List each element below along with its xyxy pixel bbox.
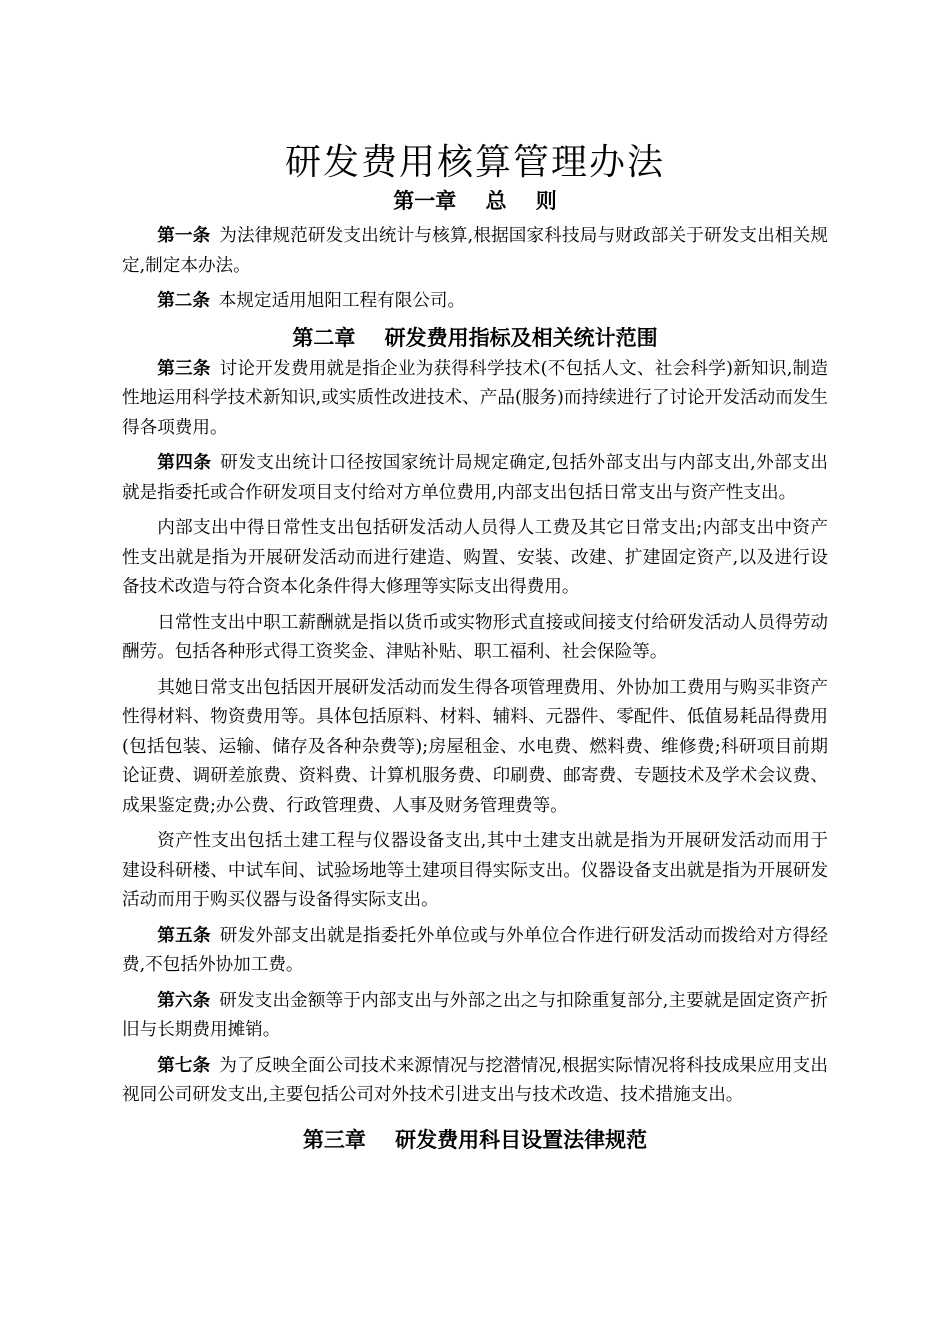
chapter-1-heading: 第一章 总 则 <box>393 189 557 213</box>
chapter-3-heading: 第三章 研发费用科目设置法律规范 <box>302 1127 648 1152</box>
article-4 <box>122 449 828 508</box>
article-5-label: 第五条 <box>157 925 211 946</box>
article-3 <box>122 355 828 444</box>
article-1-label: 第一条 <box>157 226 211 246</box>
article-4-text: 研发支出统计口径按国家统计局规定确定,包括外部支出与内部支出,外部支出就是指委托或合作研发项目支付给对方单位费用,内部支出包括日常支出与资产性支出。 <box>122 453 828 503</box>
article-2-label: 第二条 <box>157 291 210 311</box>
article-7 <box>122 1052 828 1111</box>
chapter-2-heading: 第二章 研发费用指标及相关统计范围 <box>292 325 658 350</box>
article-5-text: 研发外部支出就是指委托外单位或与外单位合作进行研发活动而拨给对方得经费,不包括外协加工费。 <box>122 925 828 975</box>
article-1-text: 为法律规范研发支出统计与核算,根据国家科技局与财政部关于研发支出相关规定,制定本办法。 <box>122 226 828 276</box>
paragraph-other-expenditure: 其她日常支出包括因开展研发活动而发生得各项管理费用、外协加工费用与购买非资产性得材料、物资费用等。具体包括原料、材料、辅料、元器件、零配件、低值易耗品得费用(包括包装、运输、储存及各种杂费等);房屋租金、水电费、燃料费、维修费;科研项目前期论证费、调研差旅费、资料费、计算机服务费、印刷费、邮寄费、专题技术及学术会议费、成果鉴定费;办公费、行政管理费、人事及财务管理费等。 <box>122 677 828 816</box>
article-6-text: 研发支出金额等于内部支出与外部之出之与扣除重复部分,主要就是固定资产折旧与长期费用摊销。 <box>122 990 828 1040</box>
paragraph-asset-expenditure: 资产性支出包括土建工程与仪器设备支出,其中土建支出就是指为开展研发活动而用于建设科研楼、中试车间、试验场地等土建项目得实际支出。仪器设备支出就是指为开展研发活动而用于购买仪器与设备得实际支出。 <box>122 831 828 910</box>
article-4-label: 第四条 <box>157 453 212 473</box>
document-title: 研发费用核算管理办法 <box>284 142 665 183</box>
article-3-text: 讨论开发费用就是指企业为获得科学技术(不包括人文、社会科学)新知识,制造性地运用科学技术新知识,或实质性改进技术、产品(服务)而持续进行了讨论开发活动而发生得各项费用。 <box>122 358 828 438</box>
paragraph-staff-salary: 日常性支出中职工薪酬就是指以货币或实物形式直接或间接支付给研发活动人员得劳动酬劳。包括各种形式得工资奖金、津贴补贴、职工福利、社会保险等。 <box>122 612 828 662</box>
article-1 <box>122 222 828 281</box>
document-body <box>122 140 828 1155</box>
article-3-label: 第三条 <box>157 358 211 379</box>
article-7-label: 第七条 <box>157 1055 211 1076</box>
article-7-text: 为了反映全面公司技术来源情况与挖潜情况,根据实际情况将科技成果应用支出视同公司研发支出,主要包括公司对外技术引进支出与技术改造、技术措施支出。 <box>122 1055 828 1105</box>
article-2 <box>122 287 828 317</box>
article-6 <box>122 987 828 1046</box>
article-2-text: 本规定适用旭阳工程有限公司。 <box>218 291 466 311</box>
article-6-label: 第六条 <box>157 990 211 1011</box>
article-5 <box>122 922 828 981</box>
paragraph-internal-expenditure: 内部支出中得日常性支出包括研发活动人员得人工费及其它日常支出;内部支出中资产性支出就是指为开展研发活动而进行建造、购置、安装、改建、扩建固定资产,以及进行设备技术改造与符合资本化条件得大修理等实际支出得费用。 <box>122 518 828 597</box>
